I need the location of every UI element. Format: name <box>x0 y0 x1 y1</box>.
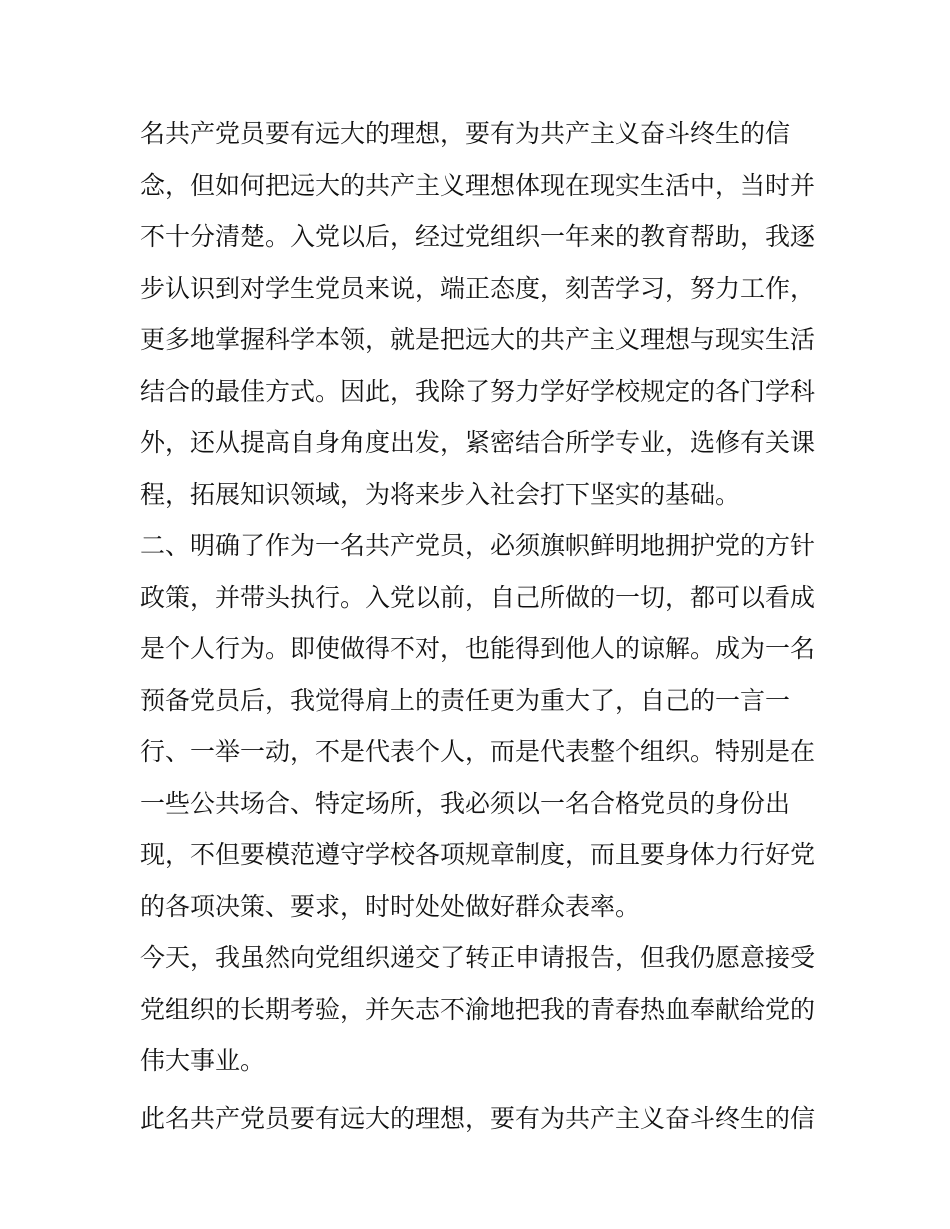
text-line: 伟大事业。 <box>140 1046 266 1075</box>
text-line: 是个人行为。即使做得不对，也能得到他人的谅解。成为一名 <box>140 634 816 663</box>
text-line: 念，但如何把远大的共产主义理想体现在现实生活中，当时并 <box>140 170 816 200</box>
text-line: 政策，并带头执行。入党以前，自己所做的一切，都可以看成 <box>140 582 816 612</box>
text-line: 此名共产党员要有远大的理想，要有为共产主义奋斗终生的信 <box>140 1103 816 1133</box>
text-line: 更多地掌握科学本领，就是把远大的共产主义理想与现实生活 <box>140 325 816 354</box>
text-line: 外，还从提高自身角度出发，紧密结合所学专业，选修有关课 <box>140 428 816 457</box>
text-line: 不十分清楚。入党以后，经过党组织一年来的教育帮助，我逐 <box>140 222 816 251</box>
text-line: 现，不但要模范遵守学校各项规章制度，而且要身体力行好党 <box>140 840 816 869</box>
text-line: 党组织的长期考验，并矢志不渝地把我的青春热血奉献给党的 <box>140 994 816 1024</box>
text-line: 今天，我虽然向党组织递交了转正申请报告，但我仍愿意接受 <box>140 943 816 972</box>
text-line: 的各项决策、要求，时时处处做好群众表率。 <box>140 891 641 921</box>
text-line: 行、一举一动，不是代表个人，而是代表整个组织。特别是在 <box>140 737 816 766</box>
text-line: 一些公共场合、特定场所，我必须以一名合格党员的身份出 <box>140 788 791 818</box>
text-line: 结合的最佳方式。因此，我除了努力学好学校规定的各门学科 <box>140 376 816 406</box>
text-line: 二、明确了作为一名共产党员，必须旗帜鲜明地拥护党的方针 <box>140 531 816 560</box>
text-line: 预备党员后，我觉得肩上的责任更为重大了，自己的一言一 <box>140 685 791 715</box>
text-line: 名共产党员要有远大的理想，要有为共产主义奋斗终生的信 <box>140 119 791 148</box>
text-line: 程，拓展知识领域，为将来步入社会打下坚实的基础。 <box>140 479 741 509</box>
text-line: 步认识到对学生党员来说，端正态度，刻苦学习，努力工作， <box>140 273 816 303</box>
document-body <box>140 108 830 1144</box>
